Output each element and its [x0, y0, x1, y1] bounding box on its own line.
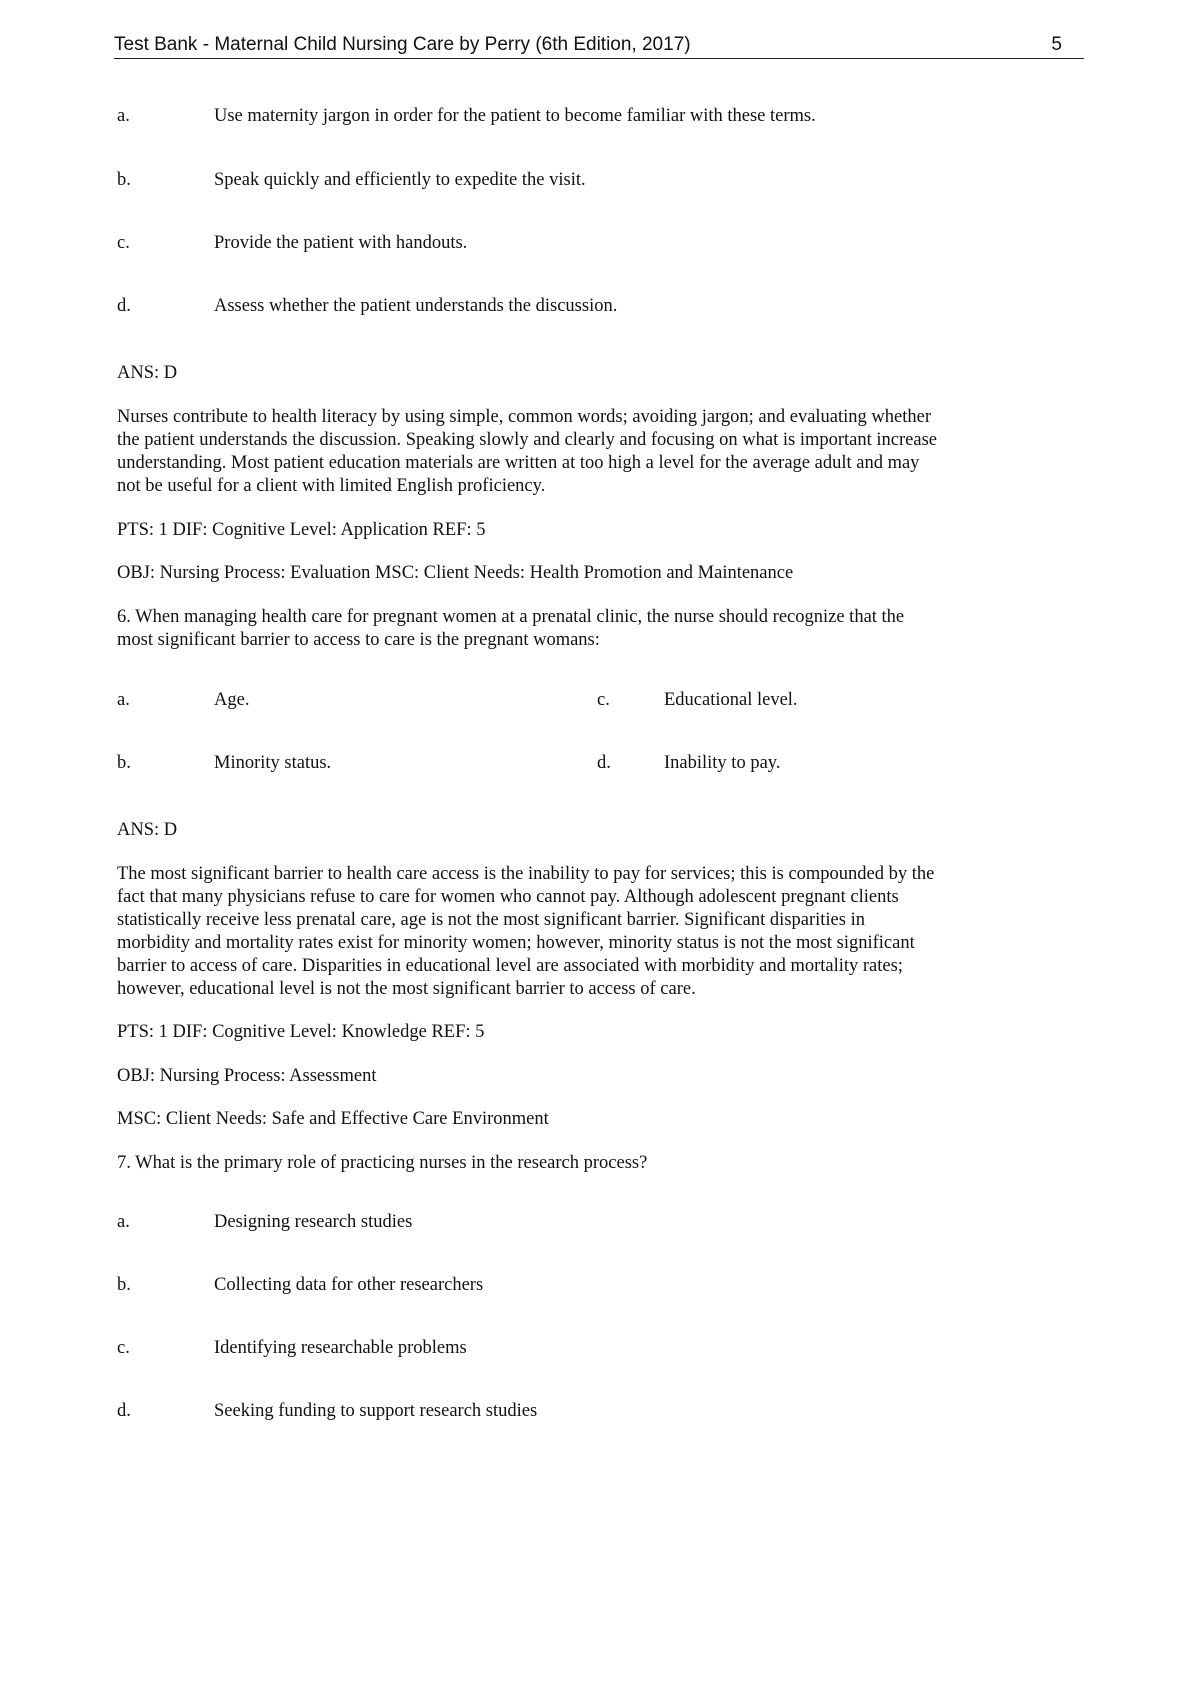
rationale-line: Nurses contribute to health literacy by using simple, common words; avoiding jargon; and evaluating whether [117, 407, 931, 427]
rationale-line: not be useful for a client with limited English proficiency. [117, 476, 546, 496]
document-title: Test Bank - Maternal Child Nursing Care by Perry (6th Edition, 2017) [114, 34, 691, 55]
option-text: Educational level. [664, 690, 798, 710]
option-text: Seeking funding to support research studies [214, 1401, 538, 1421]
option-letter: d. [117, 1401, 131, 1421]
option-text: Minority status. [214, 753, 332, 773]
option-text: Assess whether the patient understands the discussion. [214, 296, 618, 316]
option-letter: b. [117, 753, 131, 773]
option-letter: d. [597, 753, 611, 773]
q6-msc: MSC: Client Needs: Safe and Effective Care Environment [117, 1109, 549, 1129]
rationale-line: barrier to access of care. Disparities in educational level are associated with morbidity and mortality rates; [117, 956, 903, 976]
q6-answer: ANS: D [117, 820, 178, 840]
rationale-line: however, educational level is not the most significant barrier to access of care. [117, 979, 696, 999]
q5-obj: OBJ: Nursing Process: Evaluation MSC: Client Needs: Health Promotion and Maintenance [117, 563, 794, 583]
option-text: Designing research studies [214, 1212, 413, 1232]
rationale-line: The most significant barrier to health care access is the inability to pay for services; this is compounded by the [117, 864, 935, 884]
option-text: Inability to pay. [664, 753, 781, 773]
q5-pts: PTS: 1 DIF: Cognitive Level: Application REF: 5 [117, 520, 486, 540]
option-letter: a. [117, 690, 130, 710]
q6-pts: PTS: 1 DIF: Cognitive Level: Knowledge REF: 5 [117, 1022, 485, 1042]
option-text: Use maternity jargon in order for the patient to become familiar with these terms. [214, 106, 816, 126]
option-letter: c. [597, 690, 610, 710]
question-line: most significant barrier to access to care is the pregnant womans: [117, 630, 600, 650]
option-letter: b. [117, 1275, 131, 1295]
option-text: Identifying researchable problems [214, 1338, 467, 1358]
option-letter: c. [117, 233, 130, 253]
option-letter: b. [117, 170, 131, 190]
option-text: Provide the patient with handouts. [214, 233, 468, 253]
page-header [114, 34, 1084, 59]
rationale-line: the patient understands the discussion. Speaking slowly and clearly and focusing on what is important increase [117, 430, 937, 450]
option-letter: d. [117, 296, 131, 316]
rationale-line: understanding. Most patient education materials are written at too high a level for the average adult and may [117, 453, 920, 473]
rationale-line: statistically receive less prenatal care, age is not the most significant barrier. Significant disparities in [117, 910, 865, 930]
q5-answer: ANS: D [117, 363, 178, 383]
option-text: Age. [214, 690, 250, 710]
q7-question: 7. What is the primary role of practicing nurses in the research process? [117, 1153, 648, 1173]
option-text: Speak quickly and efficiently to expedite the visit. [214, 170, 586, 190]
question-line: 6. When managing health care for pregnant women at a prenatal clinic, the nurse should recognize that the [117, 607, 905, 627]
option-letter: c. [117, 1338, 130, 1358]
rationale-line: fact that many physicians refuse to care for women who cannot pay. Although adolescent pregnant clients [117, 887, 899, 907]
page-number: 5 [1051, 34, 1062, 55]
q6-obj: OBJ: Nursing Process: Assessment [117, 1066, 377, 1086]
option-letter: a. [117, 1212, 130, 1232]
option-text: Collecting data for other researchers [214, 1275, 484, 1295]
option-letter: a. [117, 106, 130, 126]
rationale-line: morbidity and mortality rates exist for minority women; however, minority status is not the most significant [117, 933, 915, 953]
